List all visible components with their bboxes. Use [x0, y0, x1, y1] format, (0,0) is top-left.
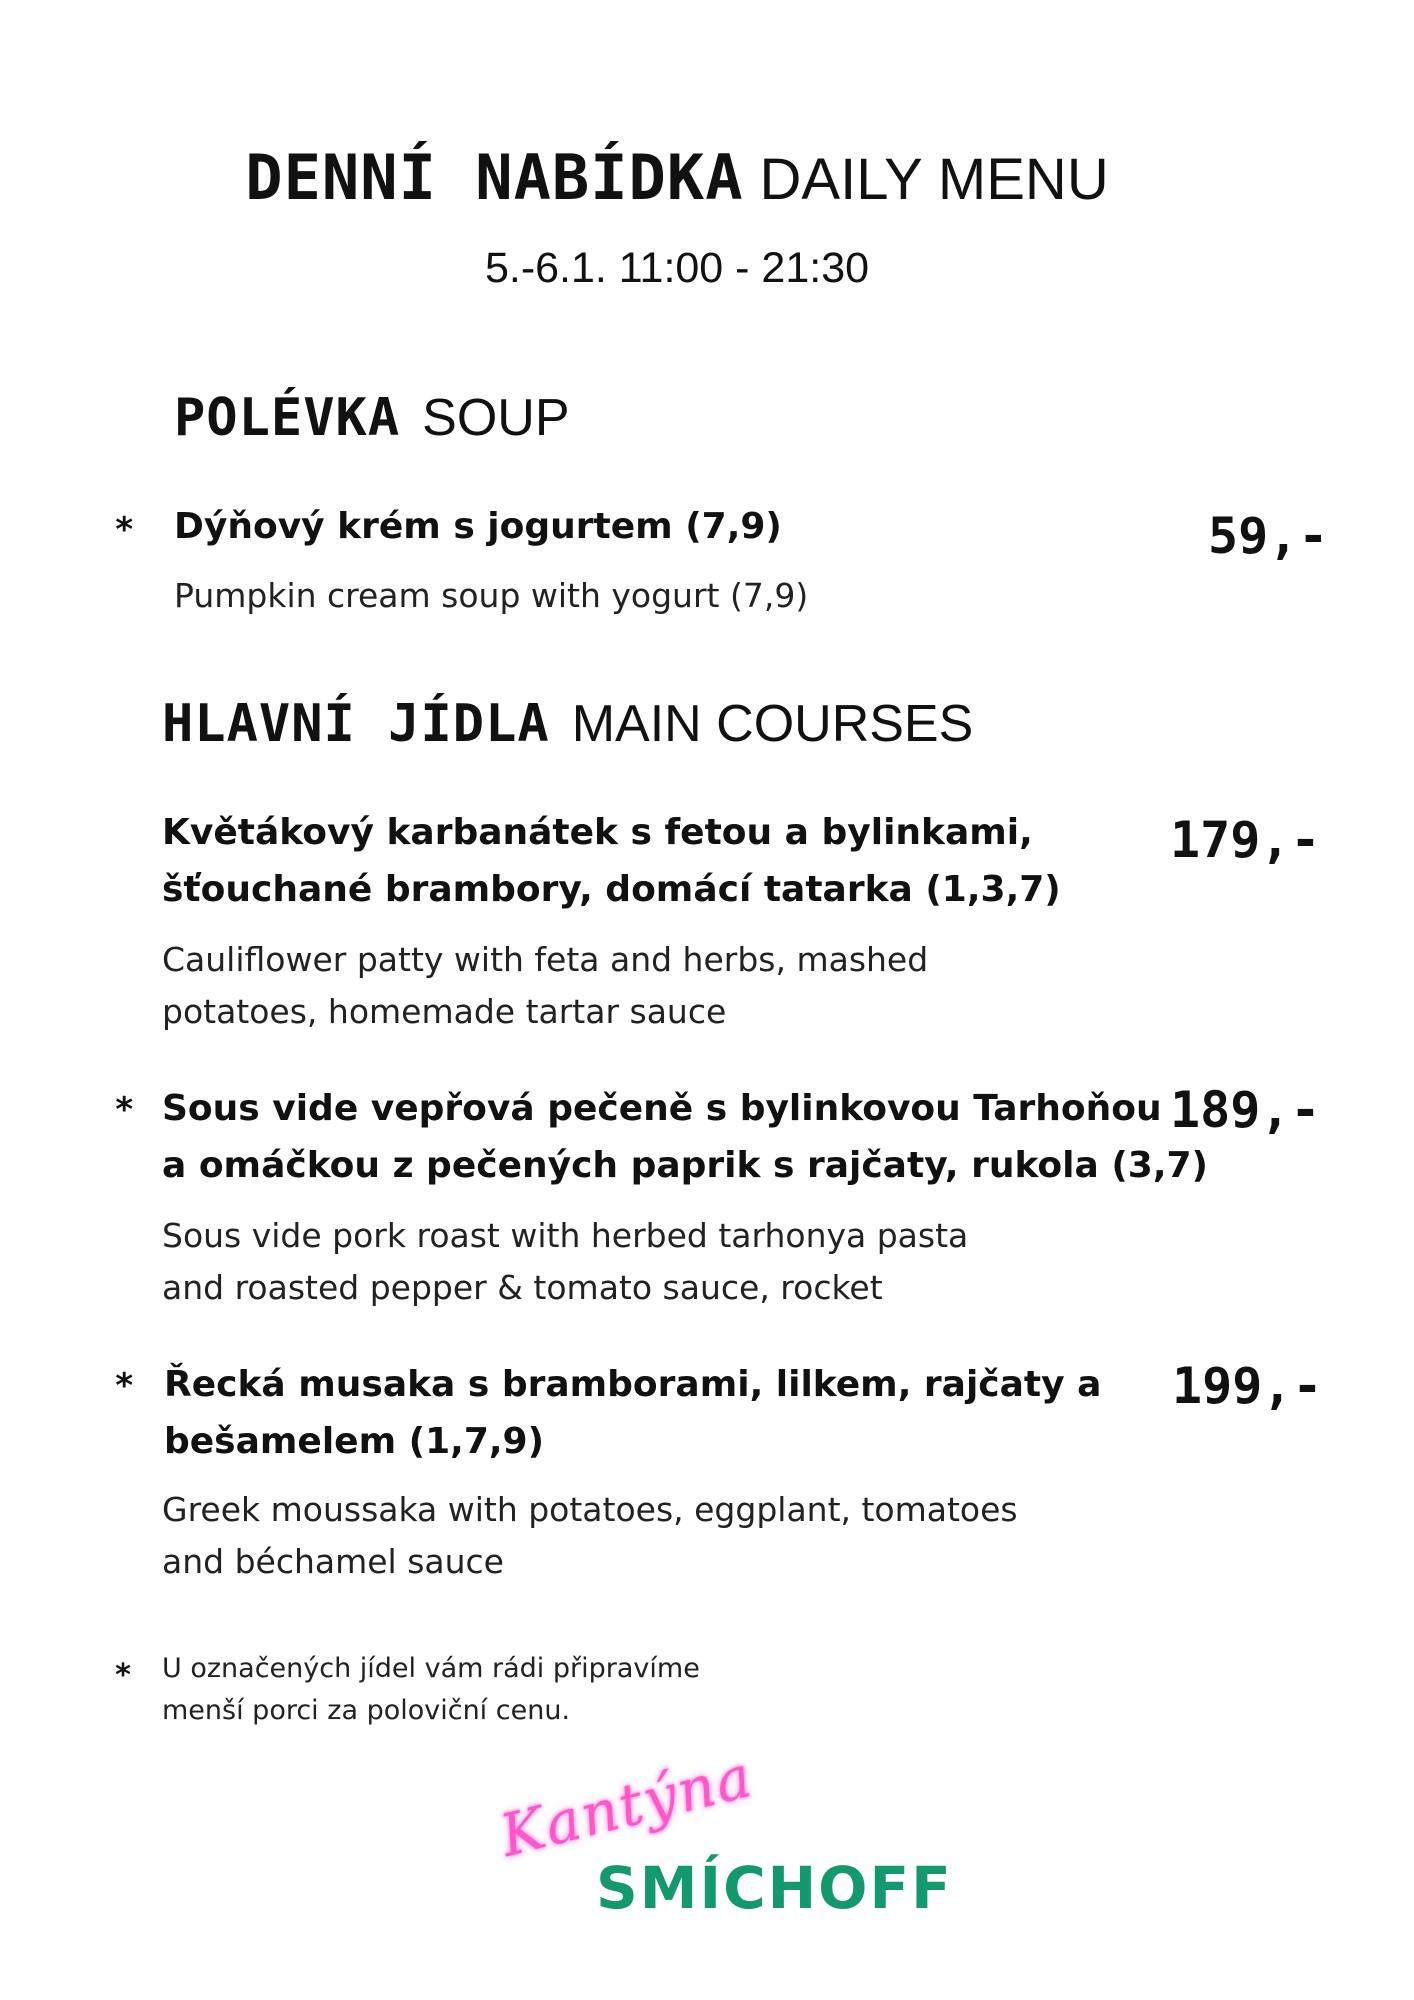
menu-item-name-en-line: Cauliflower patty with feta and herbs, mashed — [162, 940, 929, 979]
brand-logo — [493, 1741, 960, 1930]
menu-item-name-cz-line: a omáčkou z pečených paprik s rajčaty, rukola (3,7) — [162, 1145, 1209, 1186]
menu-item-name-en — [162, 934, 1062, 1038]
menu-item-name-cz — [164, 1356, 1164, 1470]
menu-item-name-en — [174, 570, 1074, 622]
asterisk-icon: * — [114, 1090, 135, 1130]
menu-title — [0, 138, 1354, 220]
menu-item-name-cz-line: bešamelem (1,7,9) — [164, 1421, 545, 1462]
asterisk-icon: * — [114, 1366, 135, 1406]
menu-item-name-cz-line: Sous vide vepřová pečeně s bylinkovou Tarhoňou — [162, 1088, 1162, 1129]
menu-item-name-cz — [162, 1080, 1209, 1194]
section-heading-soup-cz: POLÉVKA — [174, 388, 401, 448]
section-heading-soup-en: SOUP — [422, 389, 570, 447]
section-heading-soup — [174, 386, 570, 462]
menu-header — [0, 138, 1354, 294]
menu-item-price: 179,- — [1170, 811, 1321, 869]
asterisk-icon: * — [114, 510, 135, 550]
section-heading-main-en: MAIN COURSES — [571, 695, 974, 753]
menu-item-name-en-line: and roasted pepper & tomato sauce, rocket — [162, 1268, 883, 1307]
menu-item-price: 59,- — [1208, 507, 1329, 565]
footnote-line: U označených jídel vám rádi připravíme — [162, 1653, 700, 1684]
menu-title-en: DAILY MENU — [759, 147, 1109, 212]
menu-item-name-cz — [174, 498, 1174, 555]
menu-item-price: 199,- — [1172, 1357, 1323, 1415]
menu-item-name-en-line: and béchamel sauce — [162, 1542, 504, 1581]
menu-title-cz: DENNÍ NABÍDKA — [245, 141, 744, 214]
footnote-text — [162, 1648, 962, 1732]
menu-item-name-en-line: Greek moussaka with potatoes, eggplant, tomatoes — [162, 1490, 1018, 1529]
menu-item-name-en-line: Pumpkin cream soup with yogurt (7,9) — [174, 576, 809, 615]
logo-script-text: Kantýna — [493, 1741, 760, 1870]
menu-item-name-cz-line: šťouchané brambory, domácí tatarka (1,3,7) — [162, 869, 1061, 910]
menu-item-name-en-line: potatoes, homemade tartar sauce — [162, 992, 727, 1031]
menu-item-price: 189,- — [1170, 1081, 1321, 1139]
footnote-line: menší porci za poloviční cenu. — [162, 1695, 571, 1726]
menu-item-name-en — [162, 1210, 1062, 1314]
logo-wordmark: SMÍCHOFF — [596, 1854, 953, 1922]
menu-item-name-en — [162, 1484, 1062, 1588]
menu-item-name-cz-line: Řecká musaka s bramborami, lilkem, rajčaty a — [164, 1364, 1102, 1405]
menu-item-name-cz — [162, 804, 1162, 918]
menu-item-name-en-line: Sous vide pork roast with herbed tarhonya pasta — [162, 1216, 969, 1255]
menu-item-name-cz-line: Dýňový krém s jogurtem (7,9) — [174, 506, 782, 547]
section-heading-main-cz: HLAVNÍ JÍDLA — [162, 694, 550, 754]
section-heading-main-courses — [162, 692, 973, 768]
menu-date-time: 5.-6.1. 11:00 - 21:30 — [484, 244, 870, 292]
asterisk-icon: * — [114, 1658, 133, 1693]
menu-item-name-cz-line: Květákový karbanátek s fetou a bylinkami, — [162, 812, 1033, 853]
